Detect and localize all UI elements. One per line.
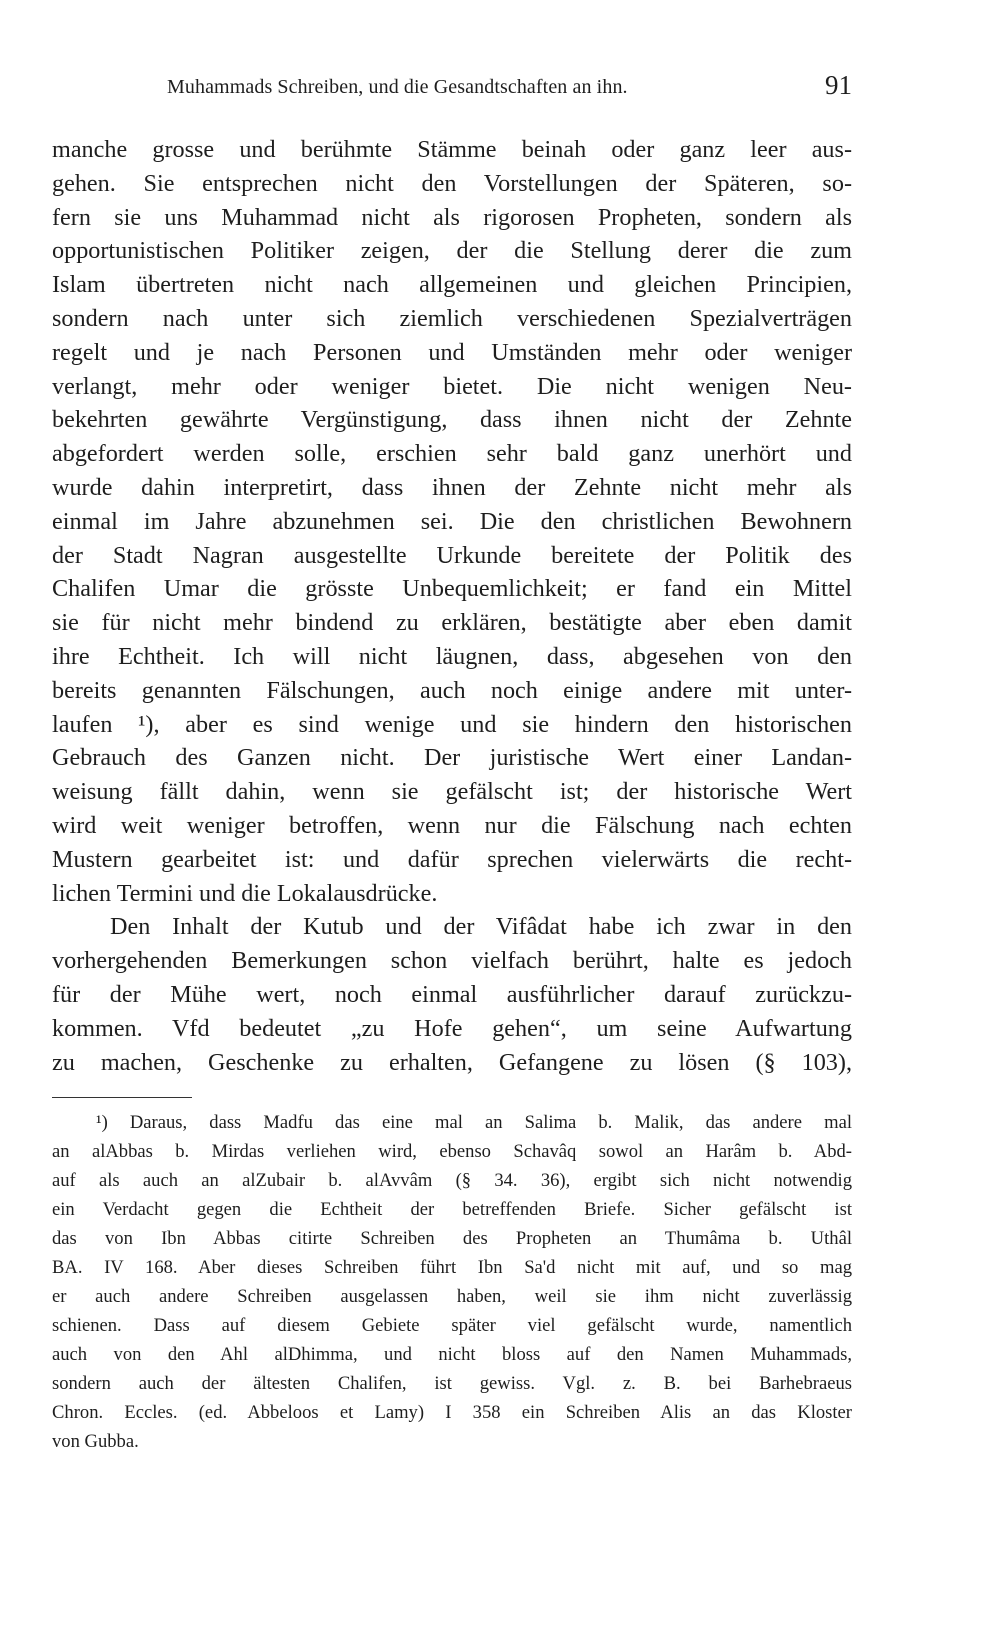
body-line: bekehrten gewährte Vergünstigung, dass ihnen nicht der Zehnte [52,406,852,434]
footnote-line: auf als auch an alZubair b. alAvvâm (§ 34. 36), ergibt sich nicht notwendig [52,1170,852,1191]
footnote-line: das von Ibn Abbas citirte Schreiben des Propheten an Thumâma b. Uthâl [52,1228,852,1249]
body-line: opportunistischen Politiker zeigen, der die Stellung derer die zum [52,237,852,265]
running-header [52,68,852,112]
body-line: wird weit weniger betroffen, wenn nur die Fälschung nach echten [52,811,852,839]
body-line: Mustern gearbeitet ist: und dafür sprechen vielerwärts die recht- [52,845,852,873]
body-line: sie für nicht mehr bindend zu erklären, bestätigte aber eben damit [52,609,852,637]
body-line: bereits genannten Fälschungen, auch noch einige andere mit unter- [52,676,852,704]
running-head-title: Muhammads Schreiben, und die Gesandtschaften an ihn. [167,76,628,98]
body-line: abgefordert werden solle, erschien sehr bald ganz unerhört und [52,440,852,468]
body-line: weisung fällt dahin, wenn sie gefälscht ist; der historische Wert [52,778,852,806]
body-line: regelt und je nach Personen und Umständen mehr oder weniger [52,338,852,366]
body-line: fern sie uns Muhammad nicht als rigorosen Propheten, sondern als [52,203,852,231]
body-line: gehen. Sie entsprechen nicht den Vorstellungen der Späteren, so- [52,169,852,197]
footnote-line: er auch andere Schreiben ausgelassen haben, weil sie ihm nicht zuverlässig [52,1286,852,1307]
paragraph-start-line: Den Inhalt der Kutub und der Vifâdat habe ich zwar in den [110,913,852,941]
body-line: kommen. Vfd bedeutet „zu Hofe gehen“, um seine Aufwartung [52,1014,852,1042]
body-line: Islam übertreten nicht nach allgemeinen und gleichen Principien, [52,271,852,299]
body-line: ihre Echtheit. Ich will nicht läugnen, dass, abgesehen von den [52,642,852,670]
body-text [52,133,852,1079]
body-line: für der Mühe wert, noch einmal ausführlicher darauf zurückzu- [52,980,852,1008]
footnote-line: Chron. Eccles. (ed. Abbeloos et Lamy) I 358 ein Schreiben Alis an das Kloster [52,1402,852,1423]
footnote-line: von Gubba. [52,1431,139,1452]
body-line: Gebrauch des Ganzen nicht. Der juristische Wert einer Landan- [52,744,852,772]
footnote [52,1108,852,1456]
body-line: manche grosse und berühmte Stämme beinah oder ganz leer aus- [52,136,852,163]
body-line: sondern nach unter sich ziemlich verschiedenen Spezialverträgen [52,304,852,332]
body-line: einmal im Jahre abzunehmen sei. Die den christlichen Bewohnern [52,507,852,535]
body-line: zu machen, Geschenke zu erhalten, Gefangene zu lösen (§ 103), [52,1048,852,1076]
footnote-line: ein Verdacht gegen die Echtheit der betreffenden Briefe. Sicher gefälscht ist [52,1199,852,1220]
footnote-line: sondern auch der ältesten Chalifen, ist gewiss. Vgl. z. B. bei Barhebraeus [52,1373,852,1394]
footnote-separator [52,1097,192,1098]
footnote-line: an alAbbas b. Mirdas verliehen wird, ebenso Schavâq sowol an Harâm b. Abd- [52,1141,852,1162]
body-line: wurde dahin interpretirt, dass ihnen der Zehnte nicht mehr als [52,473,852,501]
body-line: vorhergehenden Bemerkungen schon vielfach berührt, halte es jedoch [52,947,852,975]
footnote-line: schienen. Dass auf diesem Gebiete später viel gefälscht wurde, namentlich [52,1315,852,1336]
body-line: lichen Termini und die Lokalausdrücke. [52,879,438,907]
footnote-line: auch von den Ahl alDhimma, und nicht bloss auf den Namen Muhammads, [52,1344,852,1365]
footnote-line: BA. IV 168. Aber dieses Schreiben führt Ibn Sa'd nicht mit auf, und so mag [52,1257,852,1278]
body-line-with-footnote-ref: laufen ¹), aber es sind wenige und sie hindern den historischen [52,710,852,738]
body-line: Chalifen Umar die grösste Unbequemlichkeit; er fand ein Mittel [52,575,852,603]
body-line: der Stadt Nagran ausgestellte Urkunde bereitete der Politik des [52,541,852,569]
footnote-line: ¹) Daraus, dass Madfu das eine mal an Salima b. Malik, das andere mal [96,1112,852,1133]
page-number: 91 [825,70,852,100]
body-line: verlangt, mehr oder weniger bietet. Die nicht wenigen Neu- [52,372,852,400]
